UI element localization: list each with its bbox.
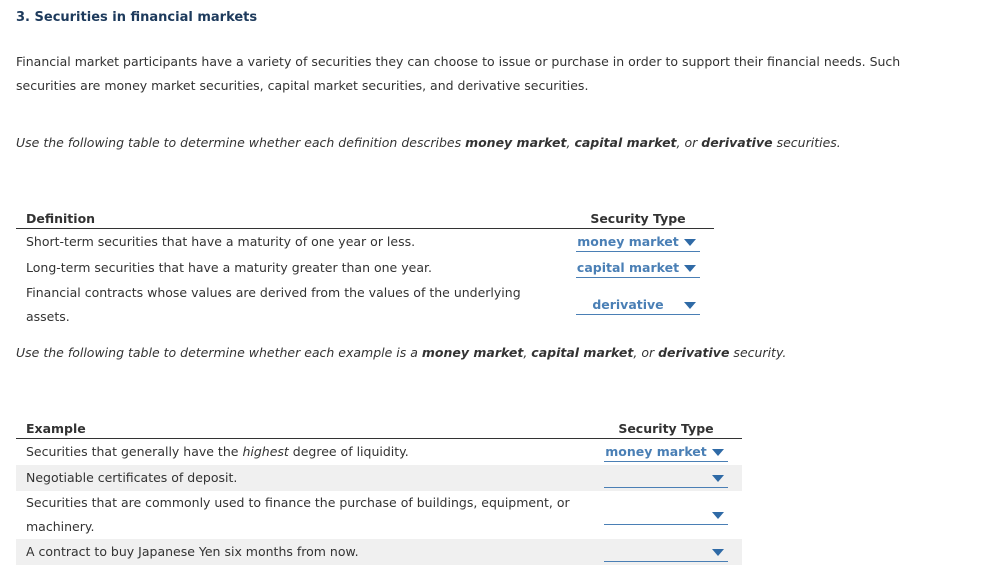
security-type-dropdown[interactable] <box>604 506 728 525</box>
table-row <box>16 539 742 565</box>
dropdown-selected-value: capital market <box>576 259 680 275</box>
security-type-column-header: Security Type <box>590 414 742 439</box>
example-instructions: Use the following table to determine whether each example is a money market, capital market, or derivative security. <box>16 345 787 360</box>
example-column-header: Example <box>16 414 590 439</box>
security-type-dropdown[interactable] <box>576 296 700 315</box>
example-table-header <box>16 414 742 439</box>
table-row <box>16 281 714 329</box>
dropdown-caret-icon <box>684 265 696 272</box>
security-type-dropdown[interactable] <box>576 259 700 278</box>
table-row <box>16 255 714 281</box>
security-type-dropdown[interactable] <box>576 233 700 252</box>
page-title: 3. Securities in financial markets <box>16 10 258 25</box>
definition-text: Long-term securities that have a maturity greater than one year. <box>26 260 432 275</box>
security-type-dropdown[interactable] <box>604 543 728 562</box>
dropdown-caret-icon <box>684 302 696 309</box>
dropdown-selected-value: money market <box>605 443 707 459</box>
table-row <box>16 439 742 466</box>
security-type-dropdown[interactable] <box>604 469 728 488</box>
intro-paragraph: Financial market participants have a variety of securities they can choose to issue or purchase in order to support their financial needs. Such securities are money market securities, capital market securities, and derivative securities. <box>16 54 901 93</box>
definition-text: Short-term securities that have a maturity of one year or less. <box>26 234 416 249</box>
definition-table-header <box>16 204 714 229</box>
definition-column-header: Definition <box>16 204 562 229</box>
table-row <box>16 229 714 256</box>
definition-instructions: Use the following table to determine whether each definition describes money market, capital market, or derivative securities. <box>16 135 841 150</box>
definition-table <box>16 204 714 329</box>
dropdown-caret-icon <box>712 475 724 482</box>
table-row <box>16 491 742 539</box>
definition-text: Financial contracts whose values are derived from the values of the underlying assets. <box>26 285 521 324</box>
table-row <box>16 465 742 491</box>
dropdown-selected-value: money market <box>577 233 679 249</box>
dropdown-selected-value: derivative <box>592 296 664 312</box>
example-text: Negotiable certificates of deposit. <box>16 465 590 491</box>
example-text: Securities that generally have the highest degree of liquidity. <box>26 444 409 459</box>
security-type-dropdown[interactable] <box>604 443 728 462</box>
dropdown-caret-icon <box>684 239 696 246</box>
dropdown-caret-icon <box>712 512 724 519</box>
example-text: Securities that are commonly used to finance the purchase of buildings, equipment, or machinery. <box>26 495 570 534</box>
dropdown-caret-icon <box>712 449 724 456</box>
dropdown-caret-icon <box>712 549 724 556</box>
security-type-column-header: Security Type <box>562 204 714 229</box>
example-table <box>16 414 742 565</box>
example-text: A contract to buy Japanese Yen six months from now. <box>16 539 590 565</box>
